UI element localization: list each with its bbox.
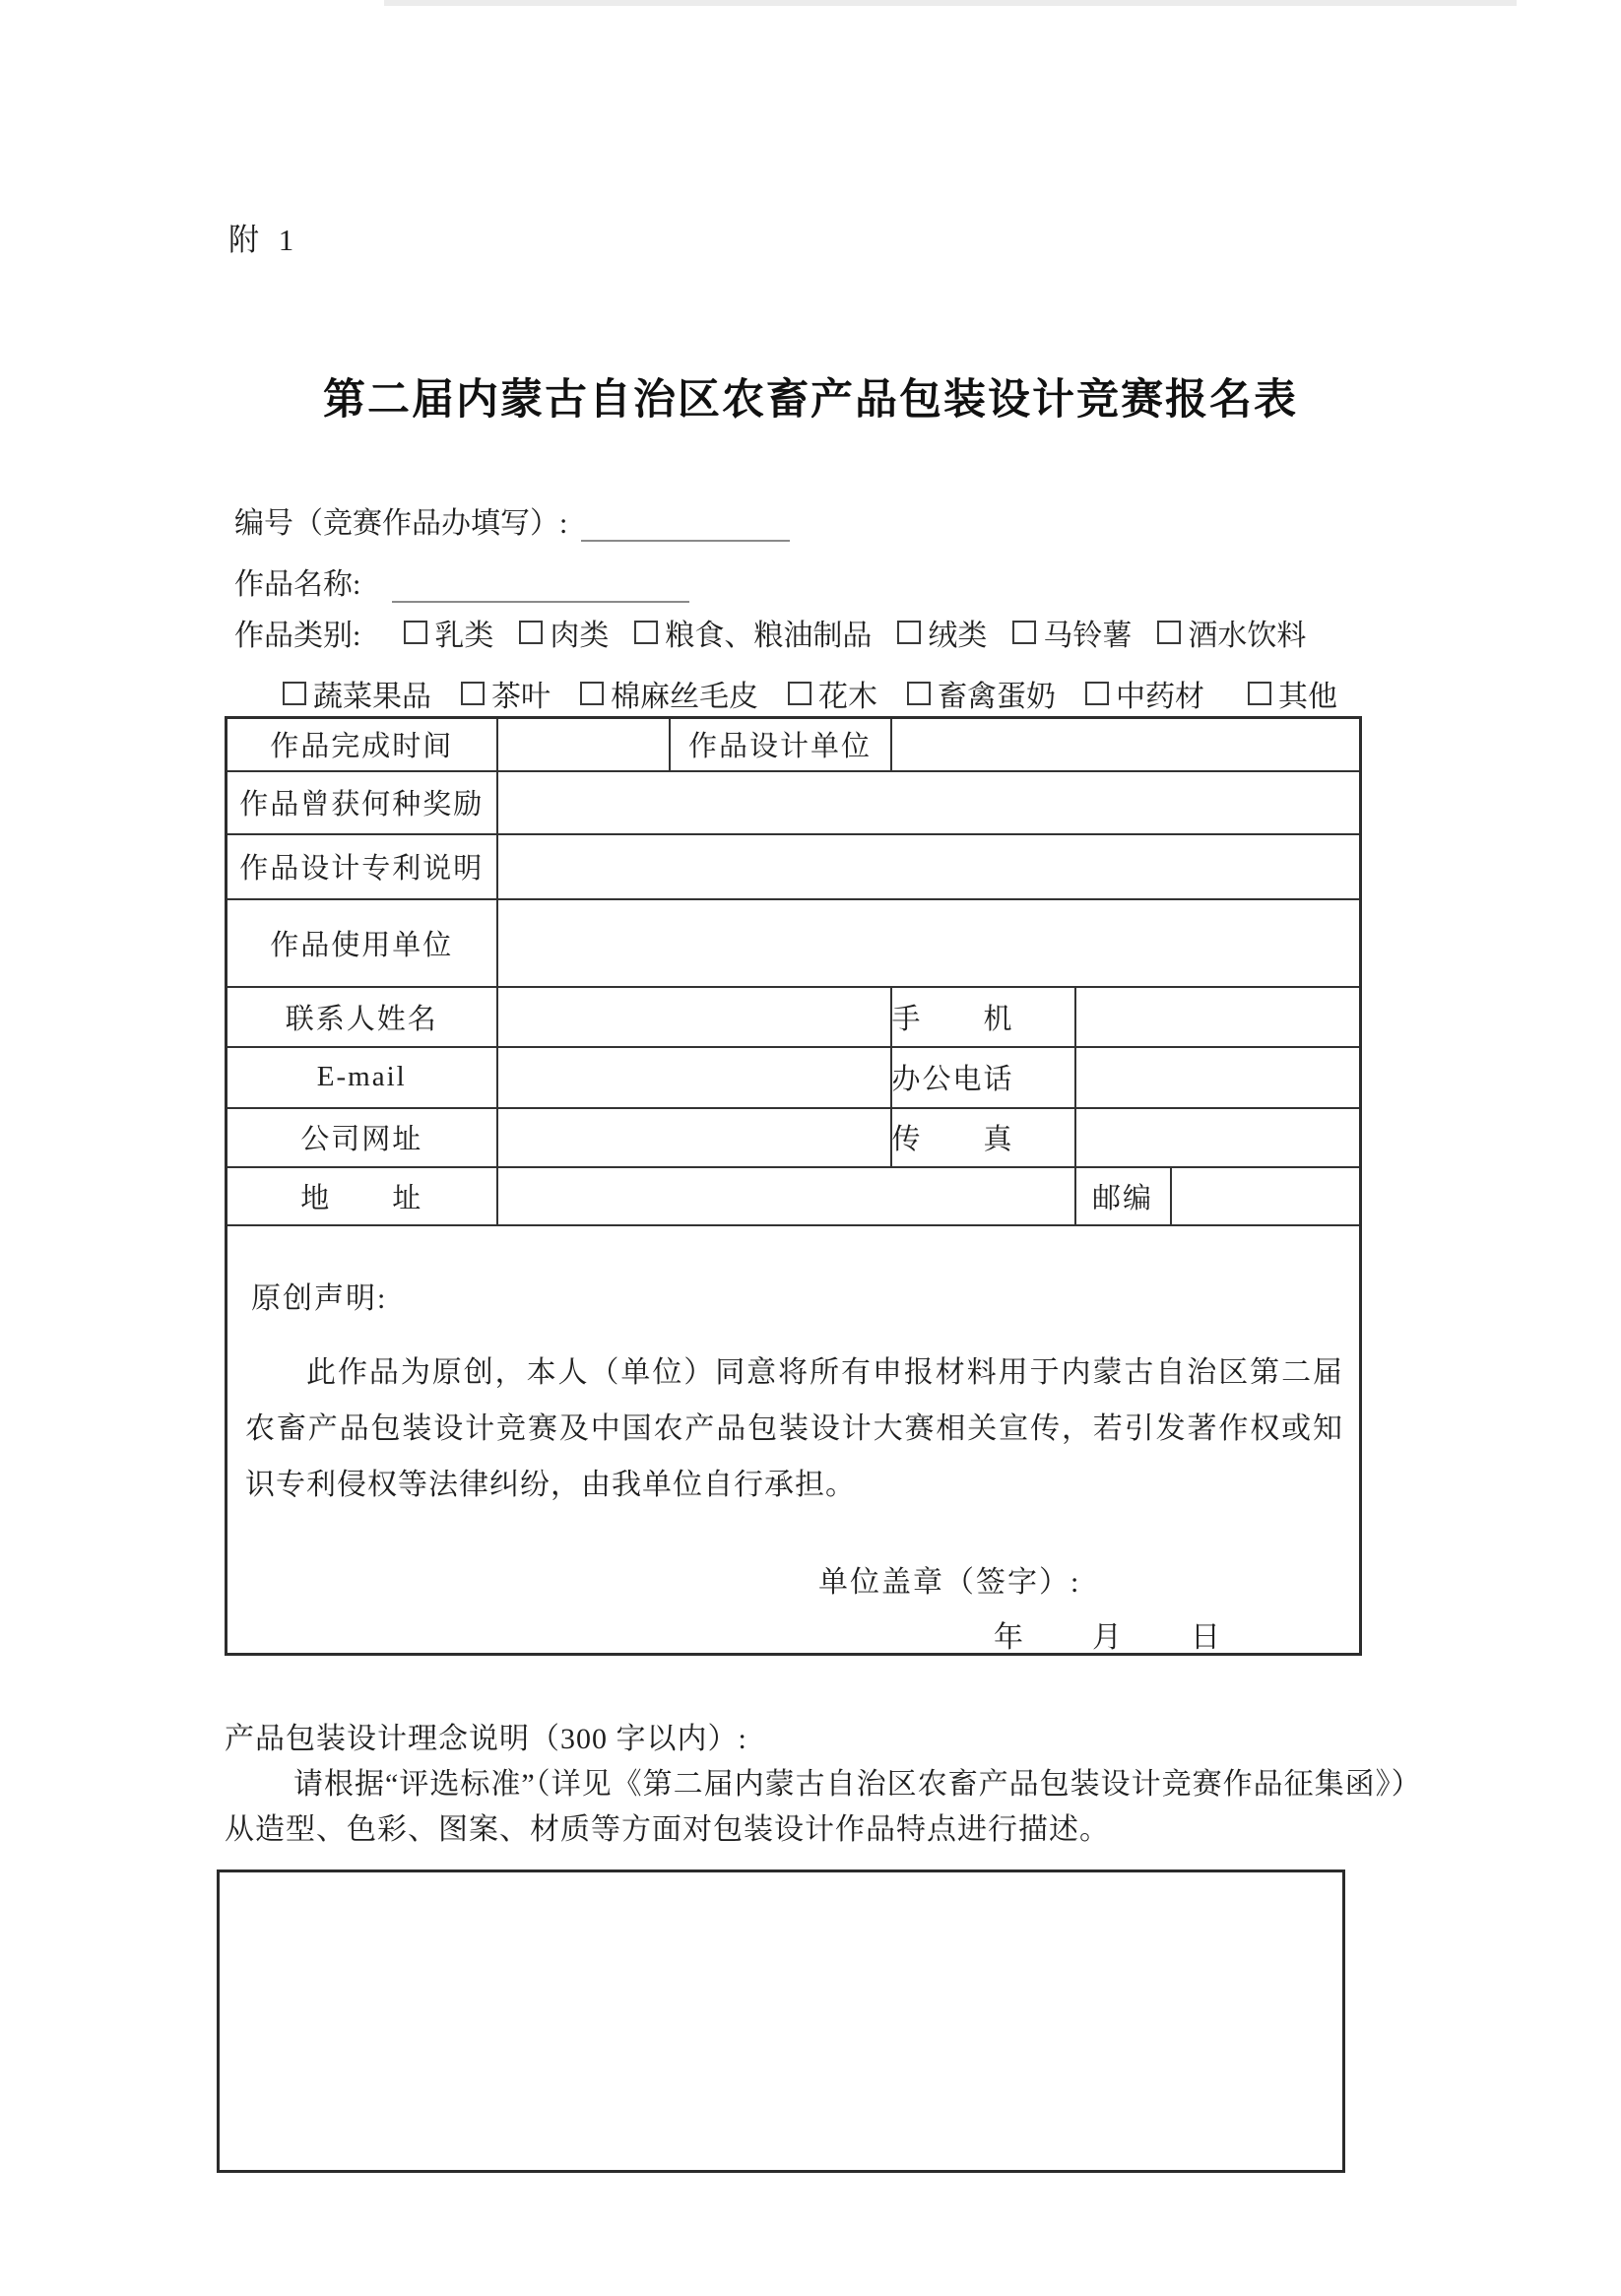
category-option-beverage[interactable] (1157, 611, 1306, 654)
checkbox-icon[interactable] (1157, 621, 1181, 644)
mobile-label: 手 机 (891, 987, 1075, 1047)
completion-time-label: 作品完成时间 (227, 718, 497, 771)
declaration-heading: 原创声明: (251, 1281, 388, 1315)
office-phone-label: 办公电话 (891, 1047, 1075, 1108)
checkbox-icon[interactable] (1248, 682, 1271, 705)
email-field[interactable] (497, 1047, 891, 1108)
contact-name-label: 联系人姓名 (227, 987, 497, 1047)
concept-heading: 产品包装设计理念说明（300 字以内）: (225, 1723, 747, 1755)
declaration-cell (227, 1225, 1361, 1655)
work-name-input[interactable] (392, 569, 689, 603)
address-field[interactable] (497, 1167, 1075, 1225)
seal-signature-label: 单位盖章（签字）: (818, 1565, 1081, 1599)
category-option-label: 茶叶 (491, 681, 551, 713)
contact-name-field[interactable] (497, 987, 891, 1047)
office-phone-field[interactable] (1075, 1047, 1361, 1108)
category-option-label: 粮食、粮油制品 (665, 620, 873, 652)
checkbox-icon[interactable] (634, 621, 658, 644)
category-option-grain[interactable] (634, 611, 872, 654)
date-line (994, 1612, 1220, 1656)
awards-label: 作品曾获何种奖励 (227, 771, 497, 834)
category-label: 作品类别: (234, 620, 361, 652)
category-row-2 (283, 672, 1337, 715)
website-field[interactable] (497, 1108, 891, 1167)
postcode-label: 邮编 (1075, 1167, 1171, 1225)
application-table (225, 716, 1362, 1656)
checkbox-icon[interactable] (897, 621, 921, 644)
category-option-label: 酒水饮料 (1188, 620, 1307, 652)
category-option-label: 蔬菜果品 (313, 681, 431, 713)
category-option-other[interactable] (1248, 672, 1337, 715)
category-option-herb[interactable] (1085, 672, 1204, 715)
email-label: E-mail (227, 1047, 497, 1108)
table-row (227, 834, 1361, 899)
completion-time-field[interactable] (497, 718, 670, 771)
category-row-1 (234, 611, 1306, 654)
table-row (227, 1225, 1361, 1655)
checkbox-icon[interactable] (1085, 682, 1109, 705)
patent-field[interactable] (497, 834, 1361, 899)
year-label: 年 (994, 1620, 1023, 1654)
table-row (227, 1047, 1361, 1108)
category-option-label: 棉麻丝毛皮 (611, 681, 758, 713)
user-unit-label: 作品使用单位 (227, 899, 497, 987)
website-label: 公司网址 (227, 1108, 497, 1167)
user-unit-field[interactable] (497, 899, 1361, 987)
table-row (227, 899, 1361, 987)
category-option-label: 绒类 (928, 620, 988, 652)
fax-field[interactable] (1075, 1108, 1361, 1167)
page-title: 第二届内蒙古自治区农畜产品包装设计竞赛报名表 (323, 376, 1298, 424)
address-label: 地 址 (227, 1167, 497, 1225)
work-name-label: 作品名称: (234, 568, 361, 601)
postcode-field[interactable] (1171, 1167, 1361, 1225)
table-row (227, 1108, 1361, 1167)
declaration-body: 此作品为原创，本人（单位）同意将所有申报材料用于内蒙古自治区第二届农畜产品包装设计竞赛及中国农产品包装设计大赛相关宣传，若引发著作权或知识专利侵权等法律纠纷，由我单位自行承担。 (245, 1355, 1344, 1501)
concept-instruction-1: 请根据“评选标准”（详见《第二届内蒙古自治区农畜产品包装设计竞赛作品征集函》） (293, 1768, 1422, 1801)
category-option-dairy[interactable] (404, 611, 493, 654)
category-option-label: 花木 (818, 681, 877, 713)
mobile-field[interactable] (1075, 987, 1361, 1047)
checkbox-icon[interactable] (404, 621, 427, 644)
category-option-cashmere[interactable] (897, 611, 987, 654)
category-option-flower[interactable] (788, 672, 877, 715)
checkbox-icon[interactable] (788, 682, 811, 705)
category-option-potato[interactable] (1012, 611, 1132, 654)
concept-instruction-2: 从造型、色彩、图案、材质等方面对包装设计作品特点进行描述。 (225, 1813, 1110, 1846)
table-row (227, 987, 1361, 1047)
table-row (227, 771, 1361, 834)
checkbox-icon[interactable] (461, 682, 485, 705)
checkbox-icon[interactable] (519, 621, 543, 644)
category-option-tea[interactable] (461, 672, 551, 715)
category-option-label: 畜禽蛋奶 (938, 681, 1056, 713)
attachment-label: 附 1 (228, 223, 300, 257)
work-name-row (234, 559, 689, 603)
category-option-label: 马铃薯 (1043, 620, 1133, 652)
category-option-label: 其他 (1278, 681, 1337, 713)
table-row (227, 718, 1361, 771)
category-option-vegetable[interactable] (283, 672, 431, 715)
category-option-meat[interactable] (519, 611, 609, 654)
patent-label: 作品设计专利说明 (227, 834, 497, 899)
category-option-label: 乳类 (434, 620, 494, 652)
fax-label: 传 真 (891, 1108, 1075, 1167)
entry-number-label: 编号（竞赛作品办填写）: (234, 507, 568, 540)
table-row (227, 1167, 1361, 1225)
category-option-livestock[interactable] (907, 672, 1056, 715)
category-option-textile[interactable] (580, 672, 758, 715)
design-unit-field[interactable] (891, 718, 1361, 771)
category-option-label: 肉类 (550, 620, 610, 652)
category-option-label: 中药材 (1116, 681, 1204, 713)
month-label: 月 (1092, 1620, 1122, 1654)
entry-number-row (234, 498, 790, 542)
day-label: 日 (1191, 1620, 1220, 1654)
concept-text-box[interactable] (217, 1870, 1345, 2173)
awards-field[interactable] (497, 771, 1361, 834)
checkbox-icon[interactable] (580, 682, 604, 705)
checkbox-icon[interactable] (283, 682, 306, 705)
checkbox-icon[interactable] (907, 682, 931, 705)
checkbox-icon[interactable] (1012, 621, 1036, 644)
scan-artifact (384, 0, 1517, 6)
entry-number-input[interactable] (581, 508, 790, 542)
design-unit-label: 作品设计单位 (670, 718, 891, 771)
